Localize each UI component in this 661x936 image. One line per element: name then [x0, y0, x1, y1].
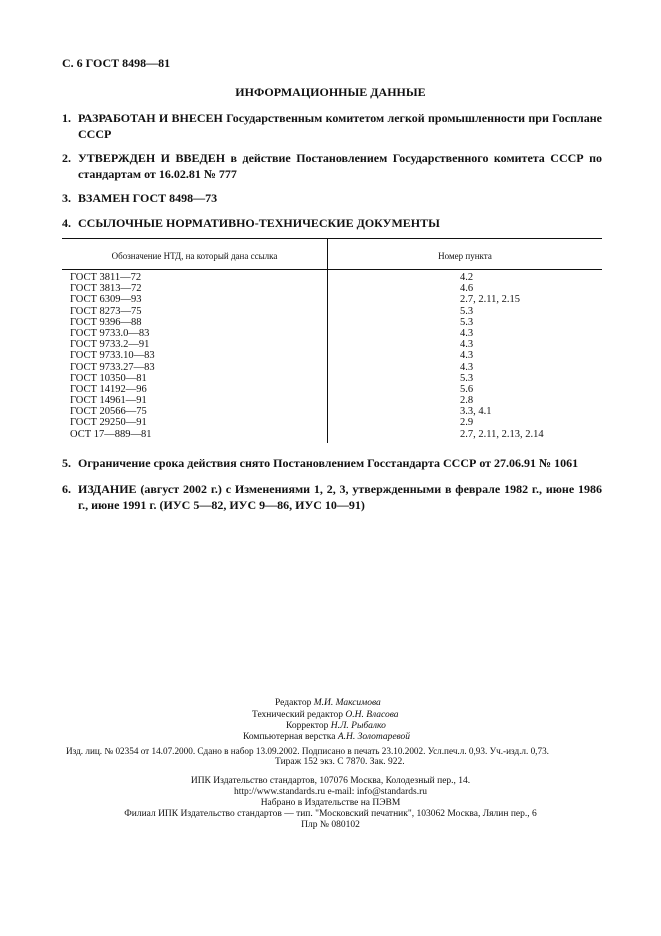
publisher-line-3: Набрано в Издательстве на ПЭВМ — [260, 798, 401, 808]
row-designation: ОСТ 17—889—81 — [70, 428, 152, 440]
item-text: УТВЕРЖДЕН И ВВЕДЕН в действие Постановлением Государственного комитета СССР по стандартам от 16.02.81 № 777 — [78, 151, 602, 181]
table-row — [62, 294, 602, 305]
table-row — [62, 417, 602, 428]
credit-name: Н.Л. Рыбалко — [330, 721, 386, 731]
credit-role: Корректор — [286, 721, 329, 731]
row-designation: ГОСТ 9733.27—83 — [70, 361, 155, 373]
row-point: 4.3 — [460, 339, 474, 351]
table-row — [62, 373, 602, 384]
publisher-line-4: Филиал ИПК Издательство стандартов — тип. "Московский печатник", 103062 Москва, Лялин пер., 6 — [124, 809, 537, 819]
row-point: 4.3 — [460, 327, 474, 339]
row-designation: ГОСТ 6309—93 — [70, 294, 142, 306]
row-designation: ГОСТ 3813—72 — [70, 283, 142, 295]
info-item-3 — [62, 190, 602, 206]
table-row — [62, 429, 602, 440]
item-number: 5. — [62, 456, 71, 470]
row-designation: ГОСТ 20566—75 — [70, 406, 147, 418]
info-item-2 — [62, 150, 602, 182]
row-point: 5.3 — [460, 305, 474, 317]
table-row — [62, 283, 602, 294]
credit-name: М.И. Максимова — [313, 698, 381, 708]
credit-role: Технический редактор — [252, 710, 343, 720]
page-header: С. 6 ГОСТ 8498—81 — [62, 56, 171, 70]
item-text: ВЗАМЕН ГОСТ 8498—73 — [78, 191, 218, 205]
row-point: 5.6 — [460, 383, 474, 395]
item-text: ИЗДАНИЕ (август 2002 г.) с Изменениями 1, 2, 3, утвержденными в феврале 1982 г., июне 1986 г., июне 1991 г. (ИУС 5—82, ИУС 9—86, ИУС 10—91) — [78, 482, 602, 512]
table-row — [62, 395, 602, 406]
table-header-divider — [62, 269, 602, 270]
credit-role: Компьютерная верстка — [243, 732, 336, 742]
row-point: 2.7, 2.11, 2.13, 2.14 — [460, 428, 544, 440]
publisher-line-5: Плр № 080102 — [301, 820, 360, 830]
row-designation: ГОСТ 9733.10—83 — [70, 350, 155, 362]
item-text: РАЗРАБОТАН И ВНЕСЕН Государственным комитетом легкой промышленности при Госплане СССР — [78, 111, 602, 141]
credit-editor — [275, 698, 381, 708]
row-point: 5.3 — [460, 316, 474, 328]
item-number: 6. — [62, 482, 71, 496]
credit-name: А.Н. Золотаревой — [337, 732, 411, 742]
item-number: 1. — [62, 111, 71, 125]
table-row — [62, 328, 602, 339]
table-row — [62, 350, 602, 361]
info-item-5 — [62, 455, 602, 471]
item-number: 4. — [62, 216, 71, 230]
table-row — [62, 339, 602, 350]
info-item-6 — [62, 481, 602, 513]
item-number: 3. — [62, 191, 71, 205]
row-point: 4.3 — [460, 350, 474, 362]
info-item-4 — [62, 215, 602, 231]
table-row — [62, 362, 602, 373]
publisher-line-1: ИПК Издательство стандартов, 107076 Москва, Колодезный пер., 14. — [190, 776, 471, 786]
credit-layout — [243, 732, 410, 742]
row-designation: ГОСТ 29250—91 — [70, 417, 147, 429]
section-title: ИНФОРМАЦИОННЫЕ ДАННЫЕ — [235, 85, 426, 99]
credit-tech-editor — [252, 710, 399, 720]
row-designation: ГОСТ 8273—75 — [70, 305, 142, 317]
row-point: 4.6 — [460, 283, 474, 295]
item-text: ССЫЛОЧНЫЕ НОРМАТИВНО-ТЕХНИЧЕСКИЕ ДОКУМЕНТЫ — [78, 216, 440, 230]
table-row — [62, 406, 602, 417]
row-designation: ГОСТ 9396—88 — [70, 316, 142, 328]
row-point: 4.2 — [460, 272, 474, 283]
table-header-point: Номер пункта — [438, 251, 492, 261]
row-designation: ГОСТ 9733.0—83 — [70, 327, 150, 339]
imprint-line-1: Изд. лиц. № 02354 от 14.07.2000. Сдано в набор 13.09.2002. Подписано в печать 23.10.2002. Усл.печ.л. 0,93. Уч.-изд.л. 0,73. — [66, 746, 549, 756]
row-point: 4.3 — [460, 361, 474, 373]
table-row — [62, 384, 602, 395]
row-point: 2.7, 2.11, 2.15 — [460, 294, 520, 306]
table-row — [62, 272, 602, 283]
table-row — [62, 317, 602, 328]
item-number: 2. — [62, 151, 71, 165]
item-text: Ограничение срока действия снято Постановлением Госстандарта СССР от 27.06.91 № 1061 — [78, 456, 579, 470]
row-point: 5.3 — [460, 372, 474, 384]
credit-name: О.Н. Власова — [345, 710, 399, 720]
row-designation: ГОСТ 9733.2—91 — [70, 339, 150, 351]
row-designation: ГОСТ 10350—81 — [70, 372, 147, 384]
row-designation: ГОСТ 14192—96 — [70, 383, 147, 395]
table-body — [62, 272, 602, 440]
row-point: 2.8 — [460, 395, 474, 407]
table-row — [62, 306, 602, 317]
table-header-designation: Обозначение НТД, на который дана ссылка — [111, 251, 278, 261]
row-designation: ГОСТ 3811—72 — [70, 272, 142, 283]
row-point: 3.3, 4.1 — [460, 406, 492, 418]
imprint-line-2: Тираж 152 экз. С 7870. Зак. 922. — [275, 757, 405, 767]
references-table — [62, 238, 602, 443]
row-designation: ГОСТ 14961—91 — [70, 395, 147, 407]
publisher-line-2: http://www.standards.ru e-mail: info@standards.ru — [233, 787, 428, 797]
row-point: 2.9 — [460, 417, 474, 429]
credit-role: Редактор — [275, 698, 312, 708]
info-item-1 — [62, 110, 602, 142]
credit-proofreader — [286, 721, 386, 731]
